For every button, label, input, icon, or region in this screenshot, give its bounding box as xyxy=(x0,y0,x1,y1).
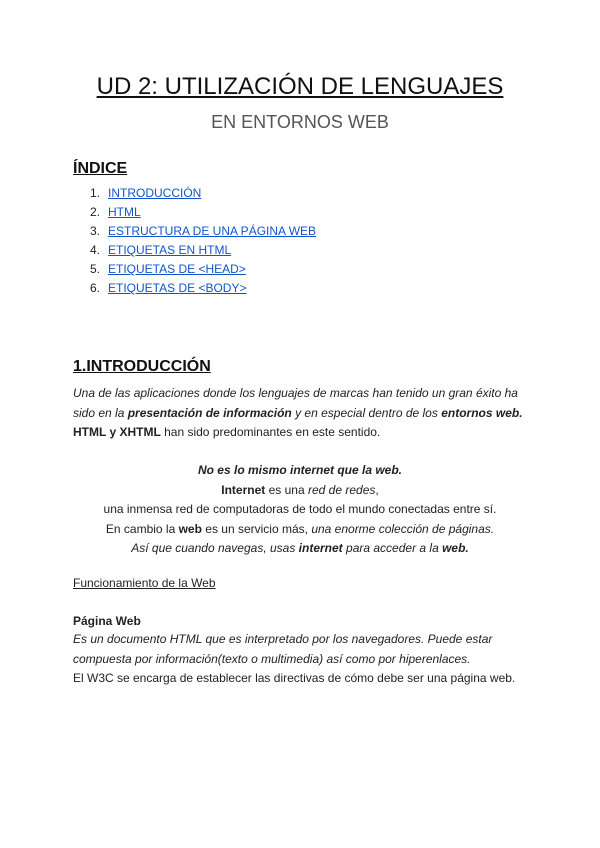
toc-item: 4. ETIQUETAS EN HTML xyxy=(90,243,232,257)
index-heading: ÍNDICE xyxy=(73,160,128,177)
table-of-contents xyxy=(90,184,316,298)
document-title: UD 2: UTILIZACIÓN DE LENGUAJES xyxy=(96,73,504,100)
toc-link-etiquetas-head[interactable]: ETIQUETAS DE <HEAD> xyxy=(108,262,246,276)
centered-line: Internet es una red de redes, xyxy=(221,482,379,497)
centered-line: una inmensa red de computadoras de todo el mundo conectadas entre sí. xyxy=(103,502,497,516)
centered-line: En cambio la web es un servicio más, una enorme colección de páginas. xyxy=(105,521,495,536)
pagina-web-heading: Página Web xyxy=(73,614,141,628)
internet-vs-web-block xyxy=(0,461,600,559)
centered-line: No es lo mismo internet que la web. xyxy=(197,463,403,477)
web-functioning-heading: Funcionamiento de la Web xyxy=(73,576,216,590)
toc-item: 1. INTRODUCCIÓN xyxy=(90,186,202,200)
intro-paragraph-2: HTML y XHTML han sido predominantes en este sentido. xyxy=(73,425,381,439)
pagina-web-definition: Es un documento HTML que es interpretado por los navegadores. Puede estar compuesta por información(texto o multimedia) así como por hiperenlaces. El W3C se encarga de establecer las directivas de cómo debe ser una página web. xyxy=(73,632,516,685)
centered-line: Así que cuando navegas, usas internet para acceder a la web. xyxy=(131,541,469,555)
intro-heading: 1.INTRODUCCIÓN xyxy=(73,358,211,375)
toc-item: 2. HTML xyxy=(90,205,141,219)
intro-paragraph-1: Una de las aplicaciones donde los lenguajes de marcas han tenido un gran éxito ha sido en la presentación de información y en especial dentro de los entornos web. xyxy=(73,386,523,420)
toc-item: 6. ETIQUETAS DE <BODY> xyxy=(90,281,247,295)
toc-link-introduccion[interactable]: INTRODUCCIÓN xyxy=(108,186,202,200)
toc-link-html[interactable]: HTML xyxy=(108,205,141,219)
document-subtitle: EN ENTORNOS WEB xyxy=(211,112,389,132)
toc-item: 5. ETIQUETAS DE <HEAD> xyxy=(90,262,246,276)
toc-link-estructura[interactable]: ESTRUCTURA DE UNA PÁGINA WEB xyxy=(108,224,317,238)
toc-link-etiquetas-html[interactable]: ETIQUETAS EN HTML xyxy=(108,243,232,257)
toc-link-etiquetas-body[interactable]: ETIQUETAS DE <BODY> xyxy=(108,281,247,295)
toc-item: 3. ESTRUCTURA DE UNA PÁGINA WEB xyxy=(90,224,317,238)
